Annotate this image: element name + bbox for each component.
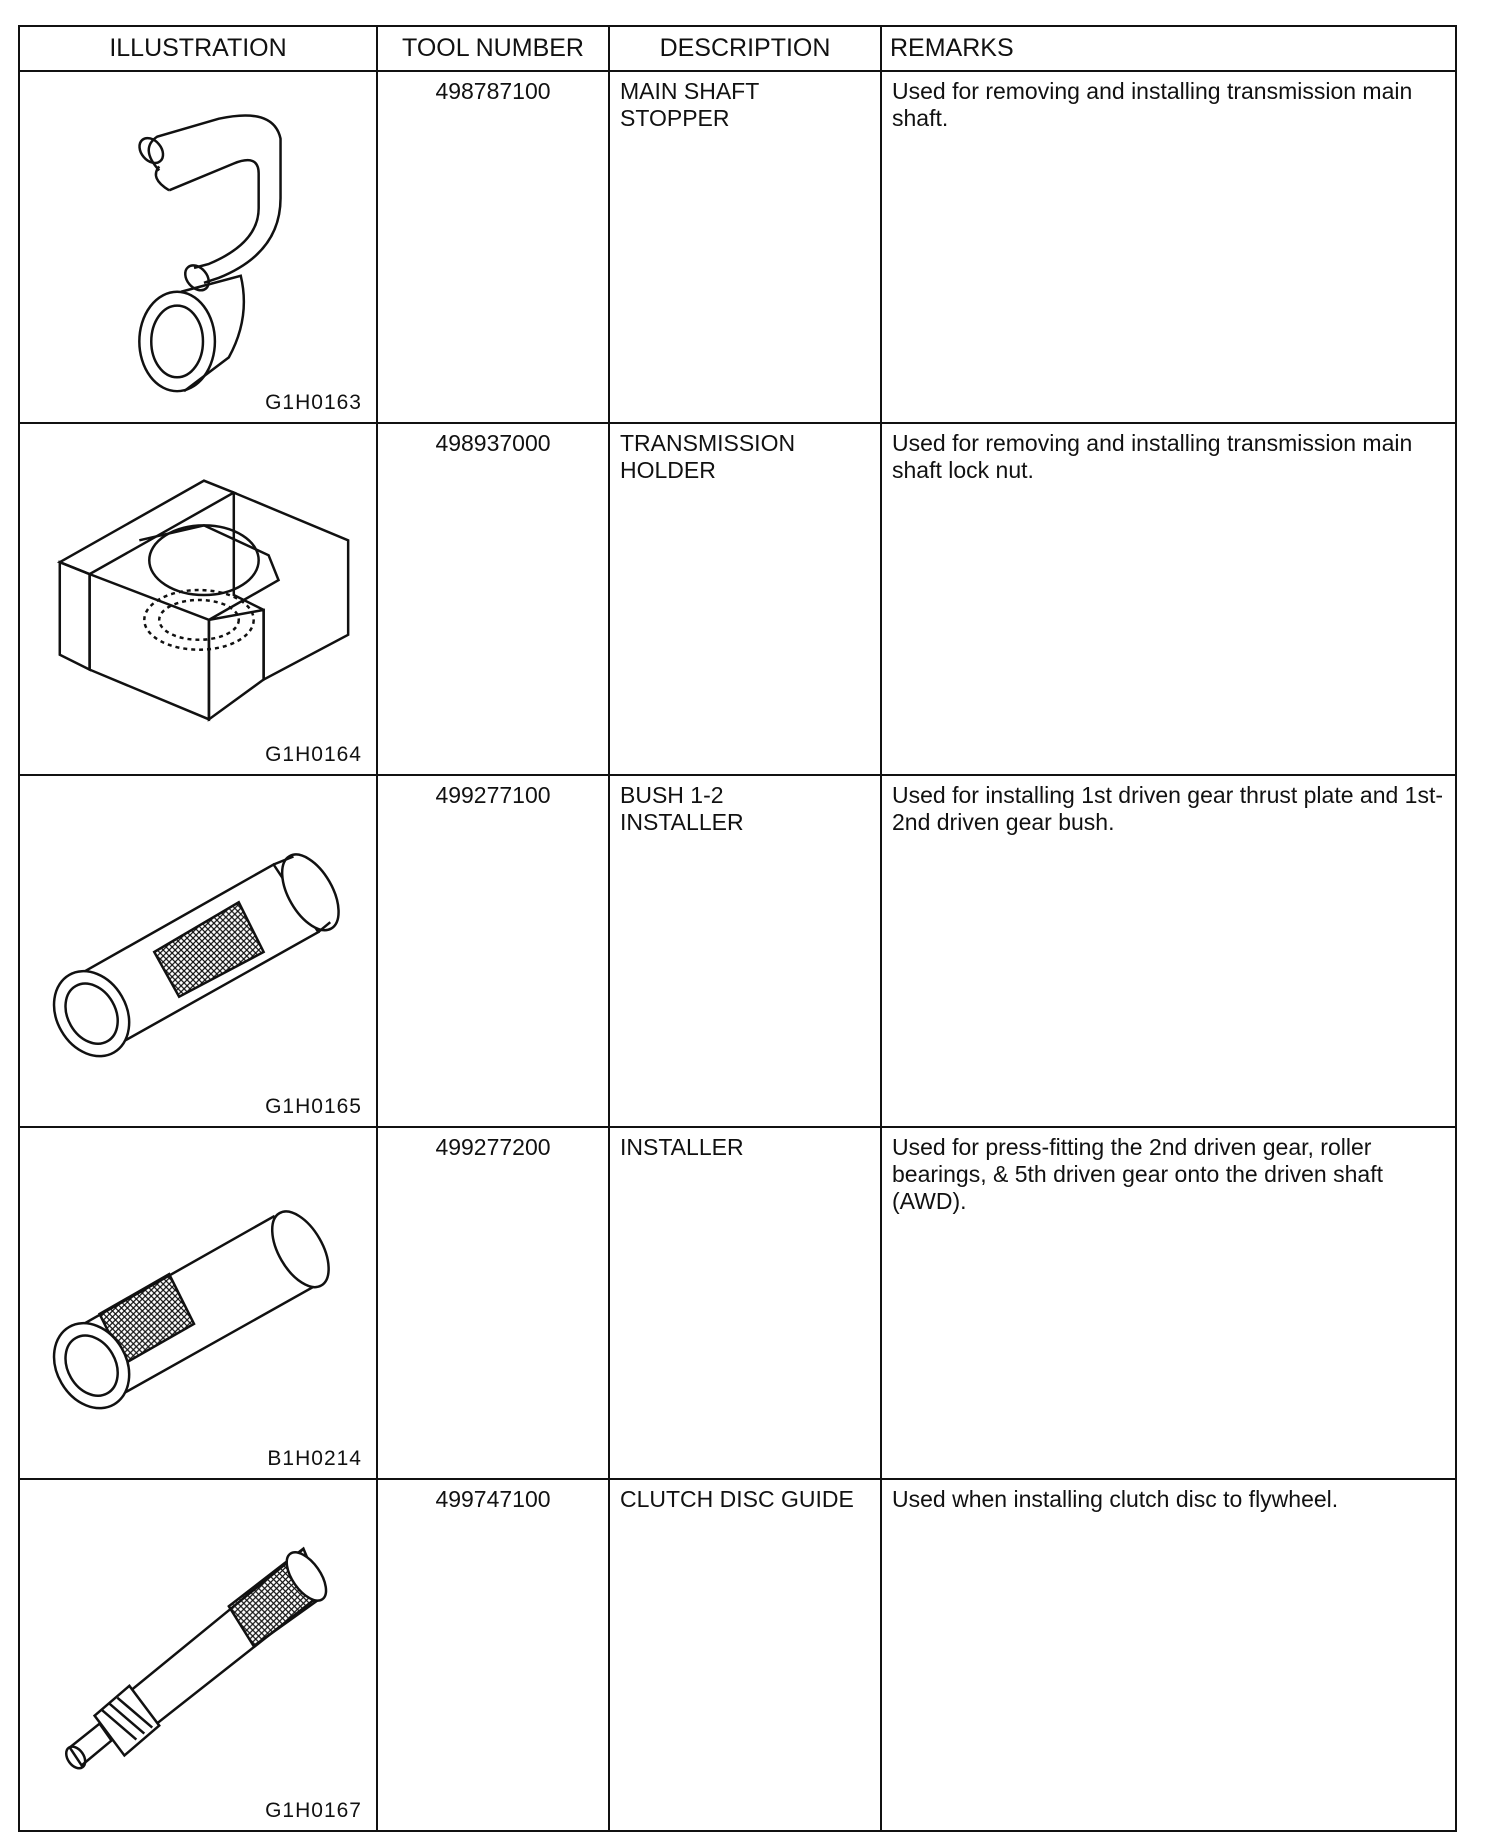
header-remarks: REMARKS: [881, 26, 1456, 71]
header-tool-number: TOOL NUMBER: [377, 26, 609, 71]
special-tools-table: [18, 25, 1457, 1832]
remarks-cell: Used for installing 1st driven gear thrust plate and 1st-2nd driven gear bush.: [881, 775, 1456, 1127]
illustration-cell: [19, 423, 377, 775]
figure-code: G1H0165: [265, 1095, 362, 1118]
description-cell: [609, 775, 881, 1127]
table-row: [19, 423, 1456, 775]
main-shaft-stopper-icon: [20, 72, 376, 422]
remarks-cell: Used for removing and installing transmission main shaft lock nut.: [881, 423, 1456, 775]
header-row: [19, 26, 1456, 71]
description-cell: [609, 71, 881, 423]
illustration-cell: [19, 1127, 377, 1479]
transmission-holder-icon: [20, 424, 376, 774]
tool-number-cell: 499747100: [377, 1479, 609, 1831]
installer-icon: [20, 1128, 376, 1478]
description-cell: [609, 423, 881, 775]
table-row: [19, 1127, 1456, 1479]
description-cell: [609, 1127, 881, 1479]
figure-code: B1H0214: [267, 1447, 362, 1470]
illustration-cell: [19, 71, 377, 423]
remarks-cell: Used for removing and installing transmission main shaft.: [881, 71, 1456, 423]
description-text: INSTALLER: [620, 1134, 744, 1160]
description-text: TRANSMISSION HOLDER: [620, 430, 796, 483]
tool-number-cell: 499277200: [377, 1127, 609, 1479]
illustration-cell: [19, 1479, 377, 1831]
description-text: CLUTCH DISC GUIDE: [620, 1486, 854, 1512]
description-cell: [609, 1479, 881, 1831]
figure-code: G1H0167: [265, 1799, 362, 1822]
figure-code: G1H0164: [265, 743, 362, 766]
tool-number-cell: 499277100: [377, 775, 609, 1127]
table-row: [19, 71, 1456, 423]
table-row: [19, 1479, 1456, 1831]
bush-installer-icon: [20, 776, 376, 1126]
remarks-cell: Used for press-fitting the 2nd driven gear, roller bearings, & 5th driven gear onto the driven shaft (AWD).: [881, 1127, 1456, 1479]
tool-number-cell: 498937000: [377, 423, 609, 775]
illustration-cell: [19, 775, 377, 1127]
remarks-cell: Used when installing clutch disc to flywheel.: [881, 1479, 1456, 1831]
tool-number-cell: 498787100: [377, 71, 609, 423]
header-illustration: ILLUSTRATION: [19, 26, 377, 71]
description-text: BUSH 1-2 INSTALLER: [620, 782, 744, 835]
table-row: [19, 775, 1456, 1127]
clutch-disc-guide-icon: [20, 1480, 376, 1830]
description-text: MAIN SHAFT STOPPER: [620, 78, 760, 131]
figure-code: G1H0163: [265, 391, 362, 414]
header-description: DESCRIPTION: [609, 26, 881, 71]
